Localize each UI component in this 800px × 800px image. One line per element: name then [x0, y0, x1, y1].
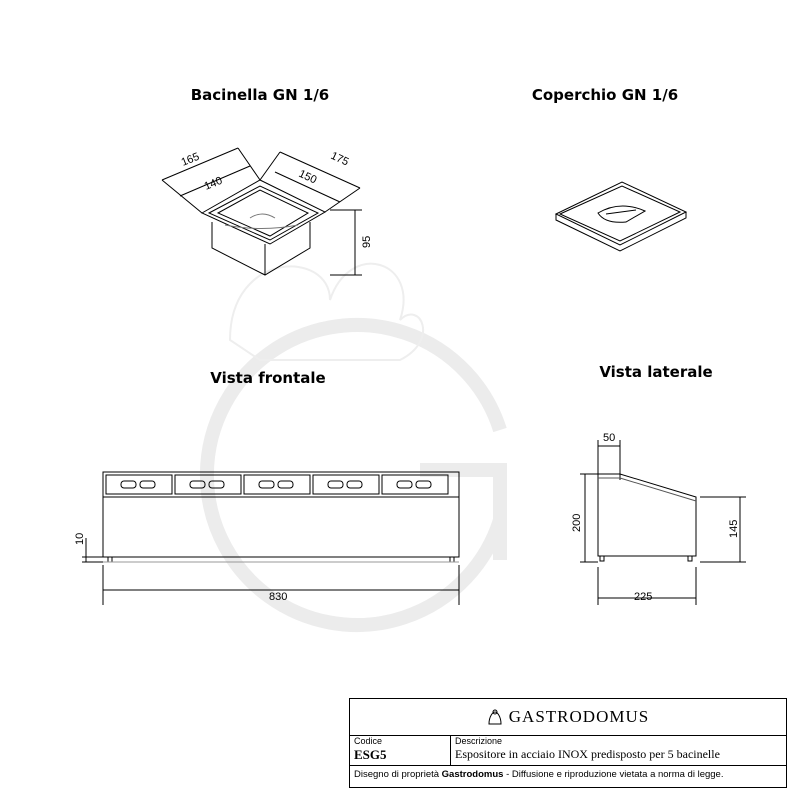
side-view-drawing — [580, 440, 746, 605]
front-view-drawing — [82, 472, 459, 605]
lid-drawing — [556, 182, 686, 251]
dim-pan-inner-width: 140 — [202, 174, 225, 193]
dim-side-top-depth: 50 — [603, 432, 616, 444]
title-coperchio: Coperchio GN 1/6 — [531, 86, 679, 104]
code-label: Codice — [354, 736, 383, 746]
description-cell — [451, 735, 786, 765]
title-vista-frontale: Vista frontale — [210, 369, 326, 387]
dim-pan-outer-depth: 175 — [328, 149, 351, 169]
footer-suffix: - Diffusione e riproduzione vietata a norma di legge. — [506, 769, 724, 780]
brand-header — [350, 699, 786, 736]
dim-front-total-width: 830 — [269, 591, 288, 603]
product-code: ESG5 — [354, 747, 387, 762]
brand-logo-icon — [487, 708, 503, 726]
description-label: Descrizione — [455, 736, 503, 746]
code-cell — [350, 735, 451, 765]
dim-side-back-height: 145 — [728, 519, 740, 538]
footer-brand: Gastrodomus — [441, 769, 504, 780]
title-block — [349, 698, 787, 788]
brand-name: GASTRODOMUS — [508, 707, 650, 726]
dim-front-base-height: 10 — [74, 532, 86, 545]
product-description: Espositore in acciaio INOX predisposto per 5 bacinelle — [455, 747, 720, 761]
title-bacinella: Bacinella GN 1/6 — [190, 86, 330, 104]
dim-pan-inner-depth: 150 — [296, 167, 319, 187]
pan-drawing — [202, 180, 325, 275]
title-vista-laterale: Vista laterale — [599, 363, 713, 381]
ownership-note — [354, 769, 723, 780]
footer-prefix: Disegno di proprietà — [354, 769, 440, 780]
dim-side-total-depth: 225 — [634, 591, 653, 603]
dim-pan-outer-width: 165 — [179, 150, 202, 169]
dim-pan-height: 95 — [361, 235, 373, 248]
dim-side-front-height: 200 — [571, 513, 583, 532]
pan-dim-lines — [162, 148, 362, 275]
